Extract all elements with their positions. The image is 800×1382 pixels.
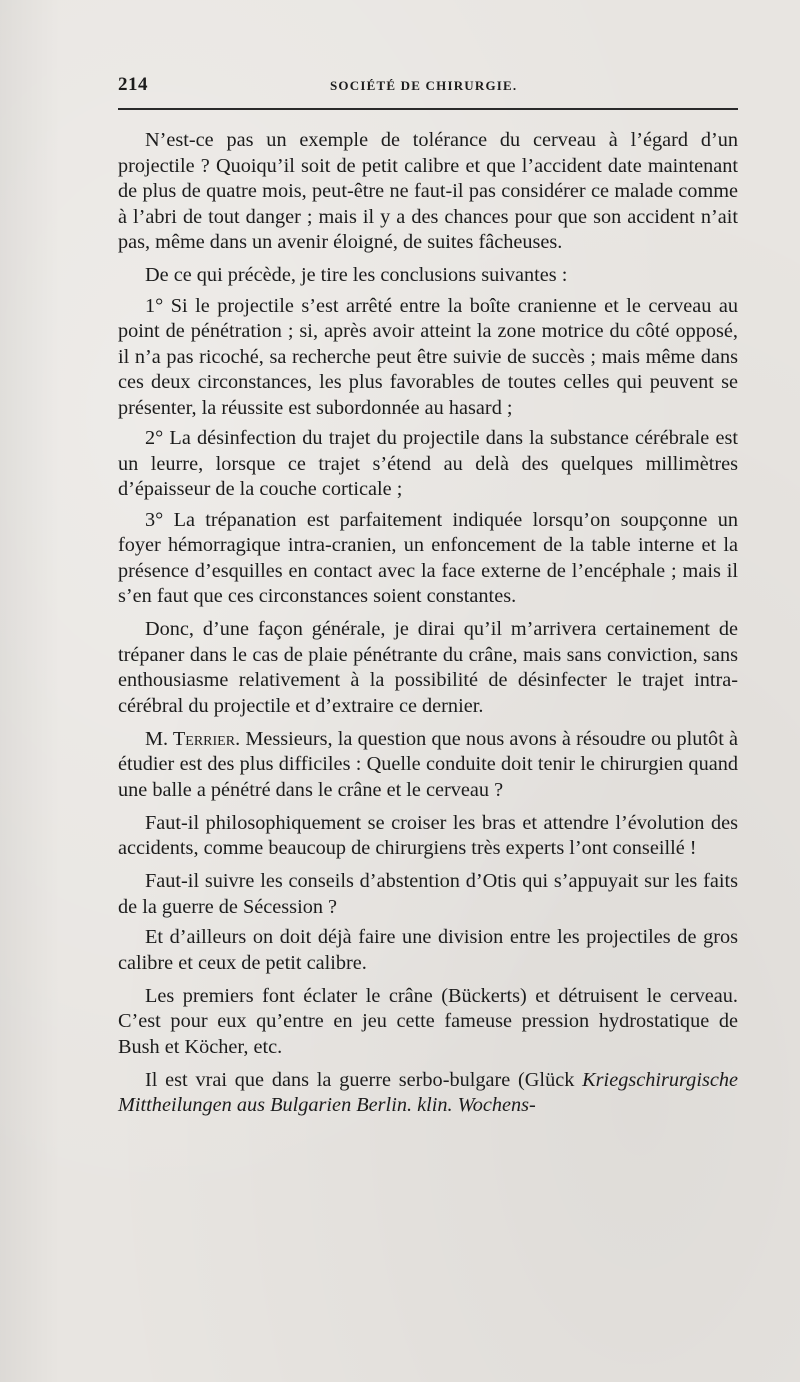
- paragraph-donc: Donc, d’une façon générale, je dirai qu’il m’arrivera certainement de trépaner dans le cas de plaie pénétrante du crâne, mais sans conviction, sans enthousiasme relativement à la possibilité de désinfecter le trajet intra-cérébral du projectile et d’extraire ce dernier.: [118, 618, 738, 717]
- citation-title: Kriegschirurgische Mittheilungen aus Bulgarien Berlin. klin. Wochens-: [118, 1068, 738, 1116]
- speaker-text: Messieurs, la question que nous avons à résoudre ou plutôt à étudier est des plus difficiles : Quelle conduite doit tenir le chirurgien quand une balle a pénétré dans le crâne et le cerveau ?: [118, 727, 738, 801]
- conclusion-1: 1° Si le projectile s’est arrêté entre la boîte cranienne et le cerveau au point de pénétration ; si, après avoir atteint la zone motrice du côté opposé, il n’a pas ricoché, sa recherche peut être suivie de succès ; mais même dans ces deux circonstances, les plus favorables de toutes celles qui peuvent se présenter, la réussite est subordonnée au hasard ;: [118, 294, 738, 419]
- paragraph-premiers: Les premiers font éclater le crâne (Bückerts) et détruisent le cerveau. C’est pour eux qu’entre en jeu cette fameuse pression hydrostatique de Bush et Köcher, etc.: [118, 984, 738, 1058]
- paragraph-division: Et d’ailleurs on doit déjà faire une division entre les projectiles de gros calibre et ceux de petit calibre.: [118, 926, 738, 974]
- header-rule: [118, 108, 738, 110]
- paragraph-2: De ce qui précède, je tire les conclusions suivantes :: [145, 264, 568, 286]
- page-header: [118, 74, 738, 98]
- paragraph-terrier: [118, 727, 738, 804]
- paragraph-serbo-bulgare: [118, 1068, 738, 1119]
- speaker-name: M. Terrier.: [145, 727, 241, 750]
- body-text: [118, 128, 738, 1126]
- paragraph-serbo-bulgare-start: Il est vrai que dans la guerre serbo-bulgare (Glück: [145, 1068, 575, 1091]
- paragraph-faut-il-1: Faut-il philosophiquement se croiser les bras et attendre l’évolution des accidents, comme beaucoup de chirurgiens très experts l’ont conseillé !: [118, 811, 738, 859]
- page-number: 214: [118, 74, 148, 95]
- conclusion-2: 2° La désinfection du trajet du projectile dans la substance cérébrale est un leurre, lorsque ce trajet s’étend au delà des quelques millimètres d’épaisseur de la couche corticale ;: [118, 427, 738, 500]
- running-head: SOCIÉTÉ DE CHIRURGIE.: [330, 78, 518, 93]
- conclusion-3: 3° La trépanation est parfaitement indiquée lorsqu’on soupçonne un foyer hémorragique intra-cranien, un enfoncement de la table interne et la présence d’esquilles en contact avec la face externe de l’encéphale ; mais il s’en faut que ces circonstances soient constantes.: [118, 508, 738, 607]
- paragraph-faut-il-2: Faut-il suivre les conseils d’abstention d’Otis qui s’appuyait sur les faits de la guerre de Sécession ?: [118, 870, 738, 918]
- paragraph-1: N’est-ce pas un exemple de tolérance du cerveau à l’égard d’un projectile ? Quoiqu’il soit de petit calibre et que l’accident date maintenant de plus de quatre mois, peut-être ne faut-il pas considérer ce malade comme à l’abri de tout danger ; mais il y a des chances pour que son accident n’ait pas, même dans un avenir éloigné, de suites fâcheuses.: [118, 129, 738, 253]
